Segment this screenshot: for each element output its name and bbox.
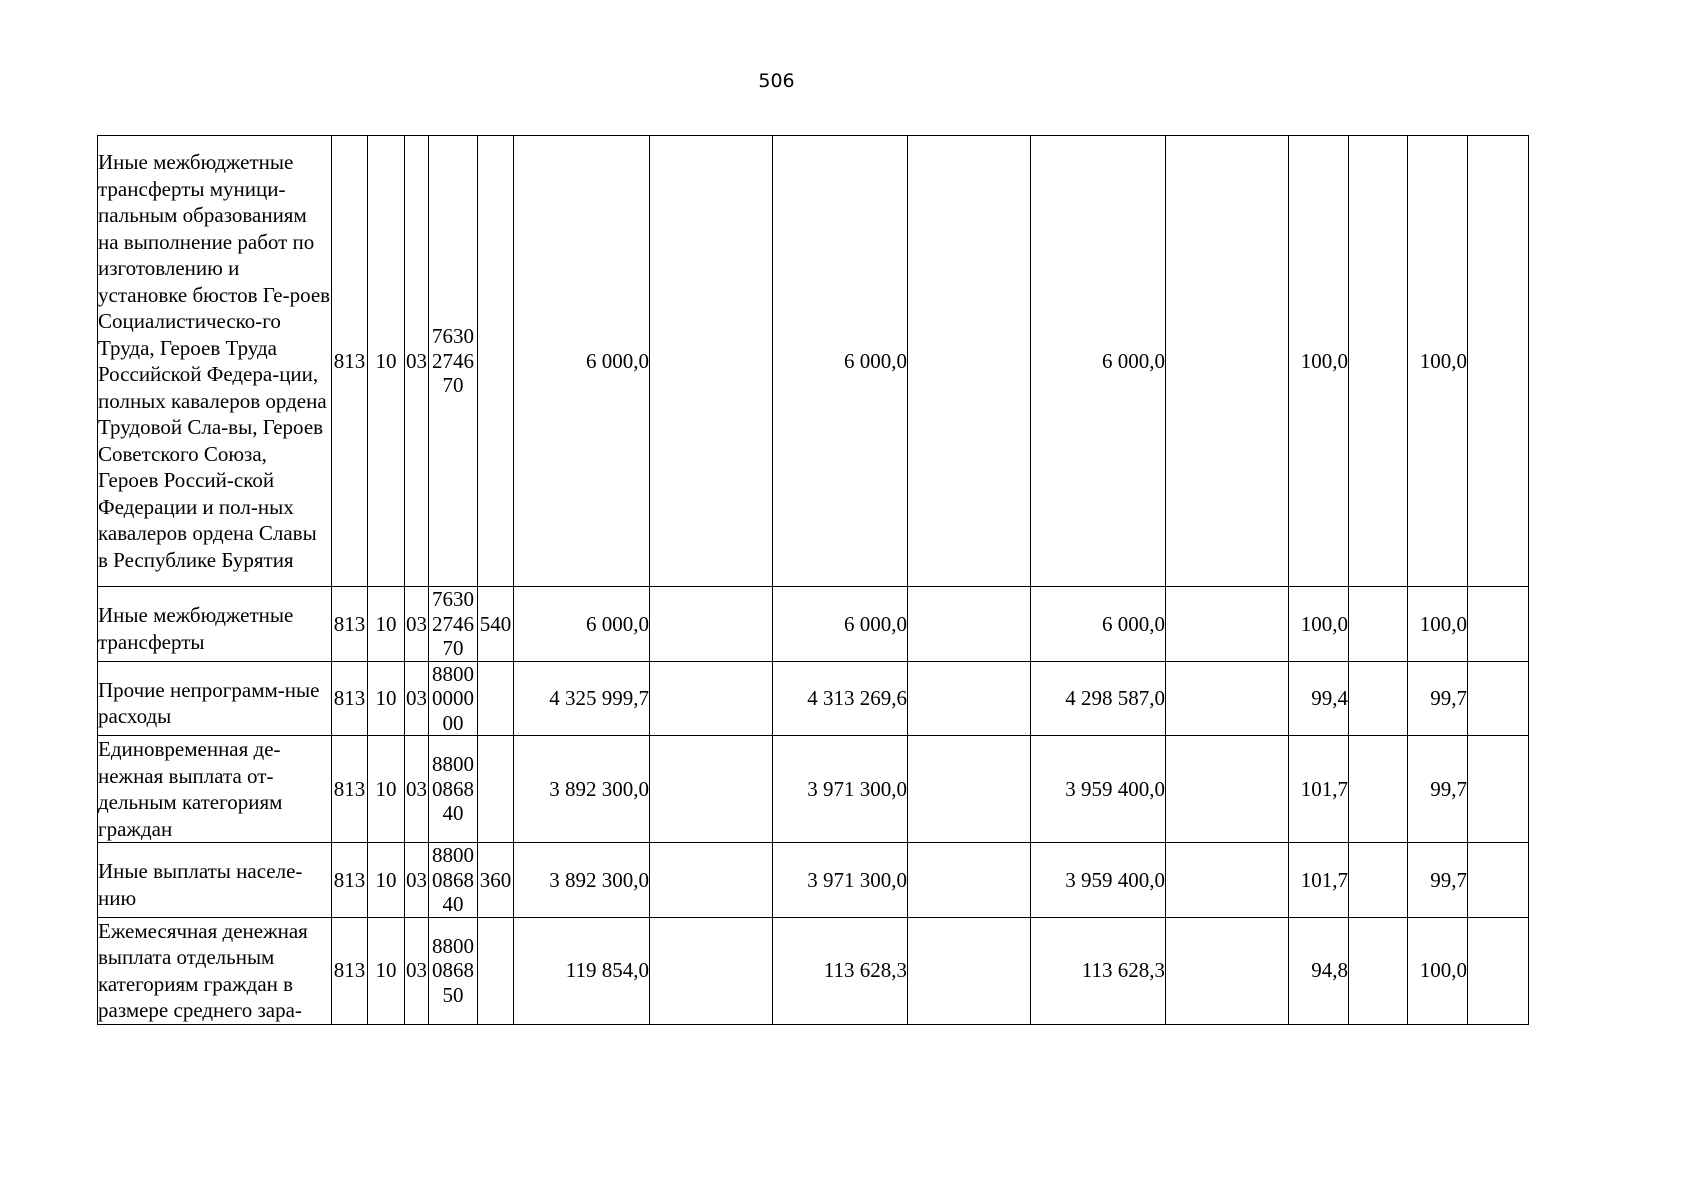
empty-cell (1468, 917, 1529, 1024)
empty-cell (908, 843, 1031, 918)
percent-of-refined: 99,7 (1408, 843, 1468, 918)
percent-of-refined: 99,7 (1408, 661, 1468, 736)
subsection-code: 03 (405, 661, 429, 736)
empty-cell (1468, 587, 1529, 662)
empty-cell (1468, 136, 1529, 587)
section-code: 10 (368, 917, 405, 1024)
refined-amount: 113 628,3 (773, 917, 908, 1024)
empty-cell (1166, 587, 1289, 662)
empty-cell (1166, 661, 1289, 736)
empty-cell (908, 136, 1031, 587)
item-name: Иные выплаты населе-нию (98, 843, 332, 918)
empty-cell (908, 587, 1031, 662)
percent-of-plan: 100,0 (1289, 587, 1349, 662)
item-name: Ежемесячная денежная выплата отдельным категориям граждан в размере среднего зара- (98, 917, 332, 1024)
plan-amount: 3 892 300,0 (514, 843, 650, 918)
percent-of-plan: 101,7 (1289, 736, 1349, 843)
expense-type-code (478, 736, 514, 843)
empty-cell (1349, 136, 1408, 587)
empty-cell (1166, 843, 1289, 918)
budget-table (97, 135, 1529, 1025)
expense-type-code (478, 136, 514, 587)
target-article-code: 8800 0868 50 (429, 917, 478, 1024)
expense-type-code: 360 (478, 843, 514, 918)
empty-cell (908, 736, 1031, 843)
executed-amount: 3 959 400,0 (1031, 736, 1166, 843)
empty-cell (650, 736, 773, 843)
percent-of-plan: 101,7 (1289, 843, 1349, 918)
empty-cell (1468, 736, 1529, 843)
percent-of-refined: 99,7 (1408, 736, 1468, 843)
item-name: Единовременная де-нежная выплата от-дельным категориям граждан (98, 736, 332, 843)
empty-cell (908, 661, 1031, 736)
grbs-code: 813 (332, 661, 368, 736)
empty-cell (1349, 661, 1408, 736)
table-row (98, 661, 1529, 736)
plan-amount: 6 000,0 (514, 587, 650, 662)
empty-cell (908, 917, 1031, 1024)
percent-of-plan: 99,4 (1289, 661, 1349, 736)
target-article-code: 8800 0000 00 (429, 661, 478, 736)
empty-cell (650, 136, 773, 587)
empty-cell (1166, 736, 1289, 843)
empty-cell (650, 661, 773, 736)
executed-amount: 6 000,0 (1031, 136, 1166, 587)
percent-of-refined: 100,0 (1408, 136, 1468, 587)
empty-cell (1349, 736, 1408, 843)
empty-cell (650, 587, 773, 662)
empty-cell (1468, 843, 1529, 918)
empty-cell (1166, 136, 1289, 587)
target-article-code: 8800 0868 40 (429, 843, 478, 918)
percent-of-refined: 100,0 (1408, 587, 1468, 662)
expense-type-code (478, 917, 514, 1024)
expense-type-code: 540 (478, 587, 514, 662)
percent-of-plan: 94,8 (1289, 917, 1349, 1024)
section-code: 10 (368, 661, 405, 736)
section-code: 10 (368, 587, 405, 662)
section-code: 10 (368, 843, 405, 918)
section-code: 10 (368, 736, 405, 843)
empty-cell (1468, 661, 1529, 736)
expense-type-code (478, 661, 514, 736)
empty-cell (1166, 917, 1289, 1024)
empty-cell (1349, 917, 1408, 1024)
subsection-code: 03 (405, 843, 429, 918)
subsection-code: 03 (405, 736, 429, 843)
plan-amount: 3 892 300,0 (514, 736, 650, 843)
empty-cell (1349, 843, 1408, 918)
executed-amount: 3 959 400,0 (1031, 843, 1166, 918)
table-row (98, 843, 1529, 918)
refined-amount: 4 313 269,6 (773, 661, 908, 736)
subsection-code: 03 (405, 587, 429, 662)
refined-amount: 3 971 300,0 (773, 736, 908, 843)
section-code: 10 (368, 136, 405, 587)
table-row (98, 587, 1529, 662)
subsection-code: 03 (405, 136, 429, 587)
percent-of-refined: 100,0 (1408, 917, 1468, 1024)
grbs-code: 813 (332, 736, 368, 843)
grbs-code: 813 (332, 917, 368, 1024)
subsection-code: 03 (405, 917, 429, 1024)
executed-amount: 6 000,0 (1031, 587, 1166, 662)
target-article-code: 8800 0868 40 (429, 736, 478, 843)
grbs-code: 813 (332, 587, 368, 662)
target-article-code: 7630 2746 70 (429, 587, 478, 662)
grbs-code: 813 (332, 843, 368, 918)
refined-amount: 3 971 300,0 (773, 843, 908, 918)
page-number: 506 (758, 70, 795, 92)
executed-amount: 113 628,3 (1031, 917, 1166, 1024)
table-row (98, 136, 1529, 587)
item-name: Прочие непрограмм-ные расходы (98, 661, 332, 736)
plan-amount: 6 000,0 (514, 136, 650, 587)
grbs-code: 813 (332, 136, 368, 587)
table-row (98, 917, 1529, 1024)
empty-cell (650, 843, 773, 918)
item-name: Иные межбюджетные трансферты муници-пальным образованиям на выполнение работ по изготовлению и установке бюстов Ге-роев Социалистическо-го Труда, Героев Труда Российской Федера-ции, полных кавалеров ордена Трудовой Сла-вы, Героев Советского Союза, Героев Россий-ской Федерации и пол-ных кавалеров ордена Славы в Республике Бурятия (98, 136, 332, 587)
percent-of-plan: 100,0 (1289, 136, 1349, 587)
refined-amount: 6 000,0 (773, 587, 908, 662)
plan-amount: 4 325 999,7 (514, 661, 650, 736)
plan-amount: 119 854,0 (514, 917, 650, 1024)
item-name: Иные межбюджетные трансферты (98, 587, 332, 662)
empty-cell (650, 917, 773, 1024)
executed-amount: 4 298 587,0 (1031, 661, 1166, 736)
table-row (98, 736, 1529, 843)
target-article-code: 7630 2746 70 (429, 136, 478, 587)
refined-amount: 6 000,0 (773, 136, 908, 587)
empty-cell (1349, 587, 1408, 662)
